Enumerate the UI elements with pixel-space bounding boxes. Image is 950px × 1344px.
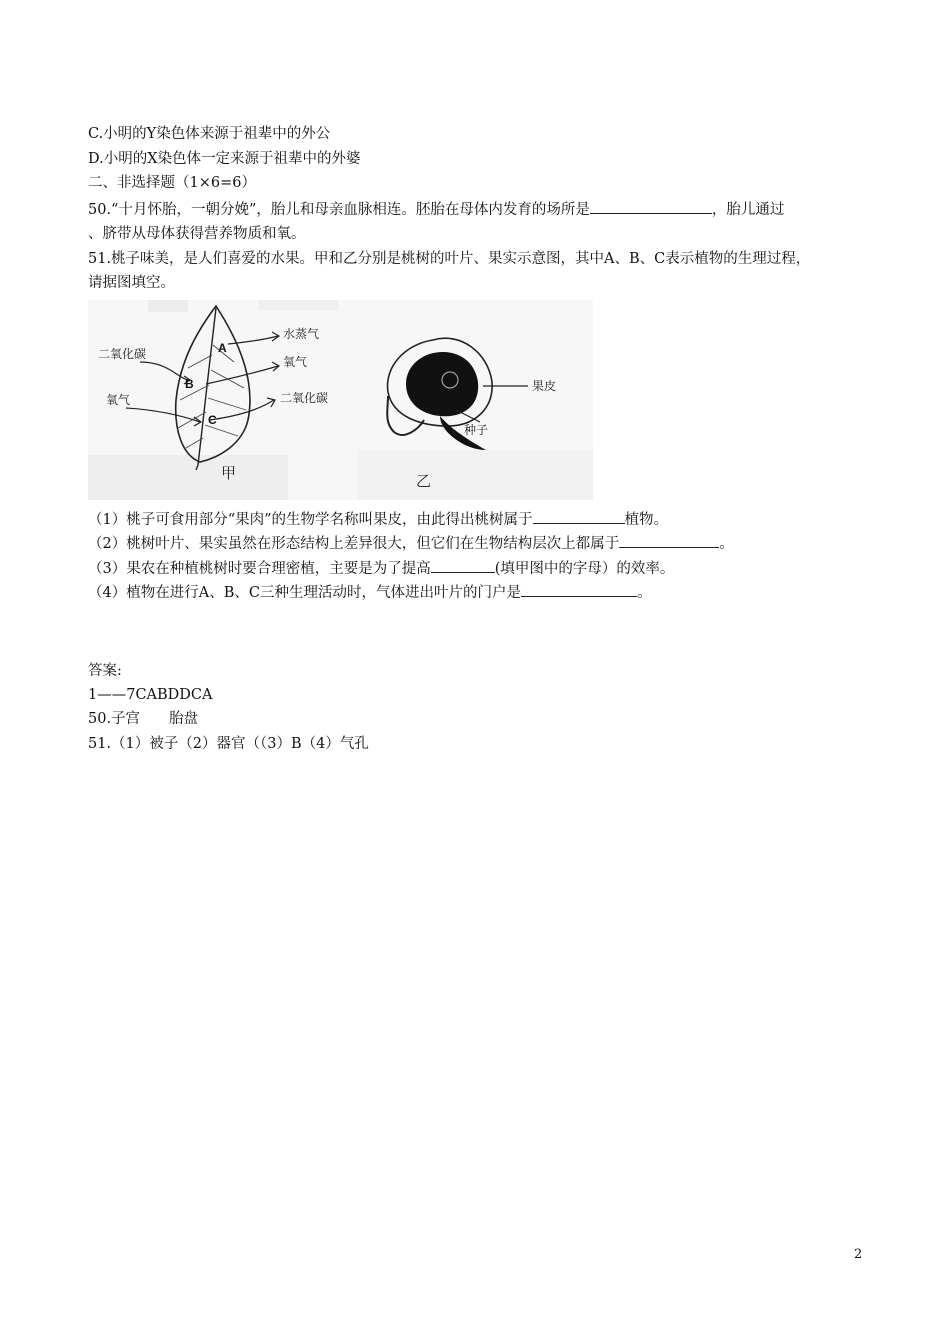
leaf-label-co2-in: 二氧化碳 (98, 347, 147, 361)
leaf-label-co2-out: 二氧化碳 (280, 391, 329, 405)
fruit-label-seed: 种子 (464, 423, 489, 437)
fruit-caption: 乙 (416, 472, 432, 490)
q50-text-3: 、脐带从母体获得营养物质和氧。 (88, 226, 306, 242)
question-50 (88, 199, 784, 220)
q51-sub-2-text: （2）桃树叶片、果实虽然在形态结构上差异很大，但它们在生物结构层次上都属于 (88, 536, 620, 552)
leaf-letter-a: A (218, 341, 227, 355)
answer-blank (619, 533, 719, 548)
answer-blank (533, 509, 625, 524)
q51-stem: 51.桃子味美，是人们喜爱的水果。甲和乙分别是桃树的叶片、果实示意图，其中A、B、C表示植物的生理过程， (88, 251, 811, 267)
q50-text-2: ，胎儿通过 (711, 202, 785, 218)
q51-sub-1-tail: 植物。 (624, 512, 669, 528)
peach-diagram-svg (88, 300, 593, 500)
q51-sub-4-text: （4）植物在进行A、B、C三种生理活动时，气体进出叶片的门户是 (88, 585, 521, 601)
q51-stem-2: 请据图填空。 (88, 275, 175, 291)
answer-blank (521, 582, 637, 597)
q51-sub-1 (88, 509, 668, 530)
answers-line-3: 51.（1）被子（2）器官（（3）B（4）气孔 (88, 736, 369, 752)
q50-text-1: 50.“十月怀胎，一朝分娩”，胎儿和母亲血脉相连。胚胎在母体内发育的场所是 (88, 202, 590, 218)
option-d: D.小明的X染色体一定来源于祖辈中的外婆 (88, 151, 361, 167)
answers-line-2: 50.子宫 胎盘 (88, 711, 199, 727)
fruit-label-peel: 果皮 (532, 379, 557, 393)
leaf-label-o2-in: 氧气 (106, 393, 131, 407)
peach-figure (88, 300, 593, 504)
option-c: C.小明的Y染色体来源于祖辈中的外公 (88, 126, 331, 142)
section-title: 二、非选择题（1×6=6） (88, 175, 256, 191)
q51-sub-3-text: （3）果农在种植桃树时要合理密植，主要是为了提高 (88, 561, 431, 577)
q51-sub-2-tail: 。 (719, 536, 734, 552)
answer-blank (431, 558, 495, 573)
leaf-letter-b: B (185, 377, 194, 391)
answers-line-1: 1——7CABDDCA (88, 687, 213, 703)
page-number: 2 (854, 1247, 863, 1262)
q51-sub-2 (88, 533, 734, 554)
q51-sub-3-tail: (填甲图中的字母）的效率。 (494, 561, 675, 577)
leaf-label-water-vapor: 水蒸气 (283, 327, 320, 341)
q51-sub-1-text: （1）桃子可食用部分“果肉”的生物学名称叫果皮，由此得出桃树属于 (88, 512, 533, 528)
leaf-label-o2-out: 氧气 (283, 355, 308, 369)
q51-sub-3 (88, 558, 674, 579)
answer-blank (590, 199, 712, 214)
leaf-letter-c: C (208, 413, 217, 427)
q51-sub-4 (88, 582, 651, 603)
leaf-caption: 甲 (221, 464, 237, 482)
q51-sub-4-tail: 。 (636, 585, 652, 601)
answers-heading: 答案: (88, 663, 122, 679)
